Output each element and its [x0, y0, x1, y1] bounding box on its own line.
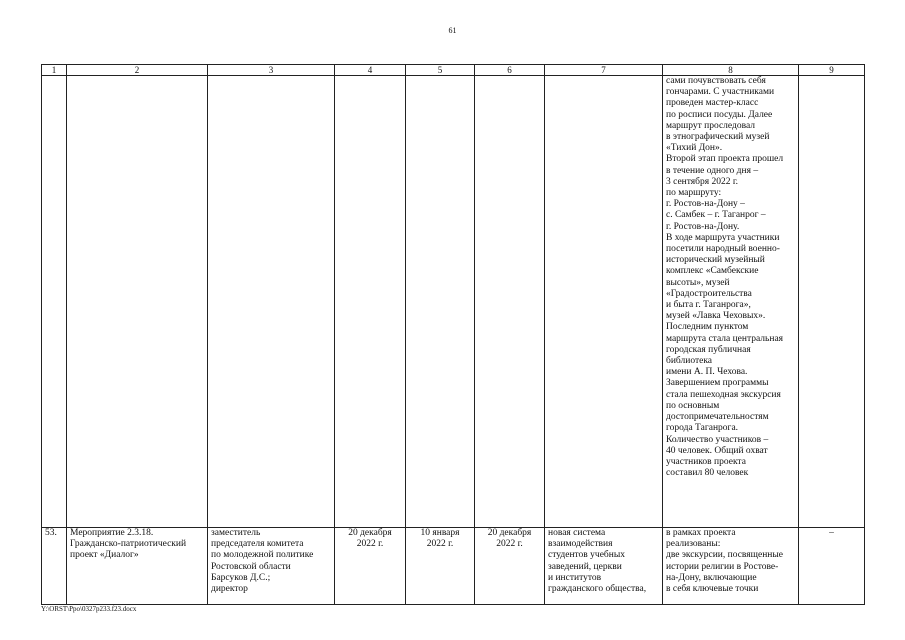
text-line: проект «Диалог» — [70, 550, 139, 561]
text-line: исторический музейный — [666, 255, 765, 266]
text-line: 20 декабря — [348, 528, 392, 538]
text-line: маршрут проследовал — [666, 120, 755, 131]
text-line: директор — [211, 584, 248, 595]
file-path: Y:\ORST\Ppo\0327p233.f23.docx — [41, 605, 137, 613]
text-line: по основным — [666, 400, 720, 411]
text-line: участников проекта — [666, 456, 746, 467]
text-line: 20 декабря — [487, 528, 532, 538]
responsible-cell — [208, 528, 335, 605]
text-line: по маршруту: — [666, 188, 722, 199]
results-cell — [663, 528, 799, 605]
text-line: 2022 г. — [496, 539, 523, 550]
text-line: Гражданско-патриотический — [70, 539, 187, 550]
text-line: истории религии в Ростове- — [666, 561, 779, 572]
text-line: имени А. П. Чехова. — [666, 367, 748, 378]
text-line: «Градостроительства — [666, 288, 752, 299]
text-line: Второй этап проекта прошел — [666, 154, 784, 165]
text-line: 40 человек. Общий охват — [666, 445, 768, 456]
column-number: 9 — [799, 65, 865, 76]
text-line: по молодежной политике — [211, 550, 314, 561]
text-line: «Тихий Дон». — [666, 143, 723, 154]
text-line: студентов учебных — [548, 550, 625, 561]
text-line: в этнографический музей — [666, 132, 770, 143]
start-date-cell — [406, 528, 475, 605]
text-line: Завершением программы — [666, 378, 769, 389]
column-number: 6 — [475, 65, 545, 76]
end-date-cell — [475, 528, 545, 605]
text-line: по росписи посуды. Далее — [666, 109, 773, 120]
text-line: в течение одного дня – — [666, 165, 759, 176]
text-line: с. Самбек – г. Таганрог – — [666, 210, 766, 221]
text-line: Мероприятие 2.3.18. — [70, 528, 154, 538]
text-line: взаимодействия — [548, 539, 613, 550]
column-number: 1 — [42, 65, 67, 76]
text-line: 2022 г. — [426, 539, 454, 550]
text-line: и институтов — [548, 572, 602, 583]
text-line: В ходе маршрута участники — [666, 232, 780, 243]
text-line: музей «Лавка Чеховых». — [666, 311, 766, 322]
row-number: 53. — [42, 528, 67, 605]
text-line: г. Ростов-на-Дону – — [666, 199, 745, 210]
text-line: 2022 г. — [356, 539, 384, 550]
text-line: Барсуков Д.С.; — [211, 572, 271, 583]
text-line: и быта г. Таганрога», — [666, 300, 751, 311]
column-number: 7 — [545, 65, 663, 76]
text-line: новая система — [548, 528, 606, 538]
text-line: 3 сентября 2022 г. — [666, 176, 739, 187]
page-number: 61 — [448, 26, 457, 35]
table-row — [42, 528, 865, 605]
text-line: реализованы: — [666, 539, 721, 550]
report-table — [41, 64, 865, 605]
text-line: гражданского общества, — [548, 584, 647, 595]
expected-result-cell — [545, 528, 663, 605]
text-line: города Таганрога. — [666, 423, 739, 434]
column-number: 5 — [406, 65, 475, 76]
text-line: стала пешеходная экскурсия — [666, 389, 781, 400]
text-line: 10 января — [420, 528, 460, 538]
continuation-row — [42, 76, 865, 528]
planned-date-cell — [335, 528, 406, 605]
text-line: Последним пунктом — [666, 322, 749, 333]
column-number: 4 — [335, 65, 406, 76]
column-number: 3 — [208, 65, 335, 76]
text-line: комплекс «Самбекские — [666, 266, 759, 277]
text-line: Ростовской области — [211, 561, 291, 572]
text-line: гончарами. С участниками — [666, 87, 775, 98]
text-line: достопримечательностям — [666, 412, 769, 423]
text-line: маршрута стала центральная — [666, 333, 784, 344]
text-line: проведен мастер-класс — [666, 98, 759, 109]
text-line: высоты», музей — [666, 277, 730, 288]
text-line: библиотека — [666, 356, 713, 367]
column-number: 2 — [67, 65, 208, 76]
text-line: посетили народный военно- — [666, 244, 780, 255]
column-number-row — [42, 65, 865, 76]
text-line: составил 80 человек — [666, 468, 749, 479]
text-line: в рамках проекта — [666, 528, 736, 538]
text-line: сами почувствовать себя — [666, 76, 766, 86]
text-line: на-Дону, включающие — [666, 572, 757, 583]
text-line: г. Ростов-на-Дону. — [666, 221, 740, 232]
text-line: городская публичная — [666, 344, 751, 355]
column-number: 8 — [663, 65, 799, 76]
text-line: заведений, церкви — [548, 561, 622, 572]
text-line: председателя комитета — [211, 539, 304, 550]
results-cell — [663, 76, 799, 528]
event-name-cell — [67, 528, 208, 605]
text-line: две экскурсии, посвященные — [666, 550, 783, 561]
notes-cell: – — [799, 528, 865, 605]
text-line: Количество участников – — [666, 434, 769, 445]
text-line: заместитель — [211, 528, 261, 538]
text-line: в себя ключевые точки — [666, 584, 759, 595]
